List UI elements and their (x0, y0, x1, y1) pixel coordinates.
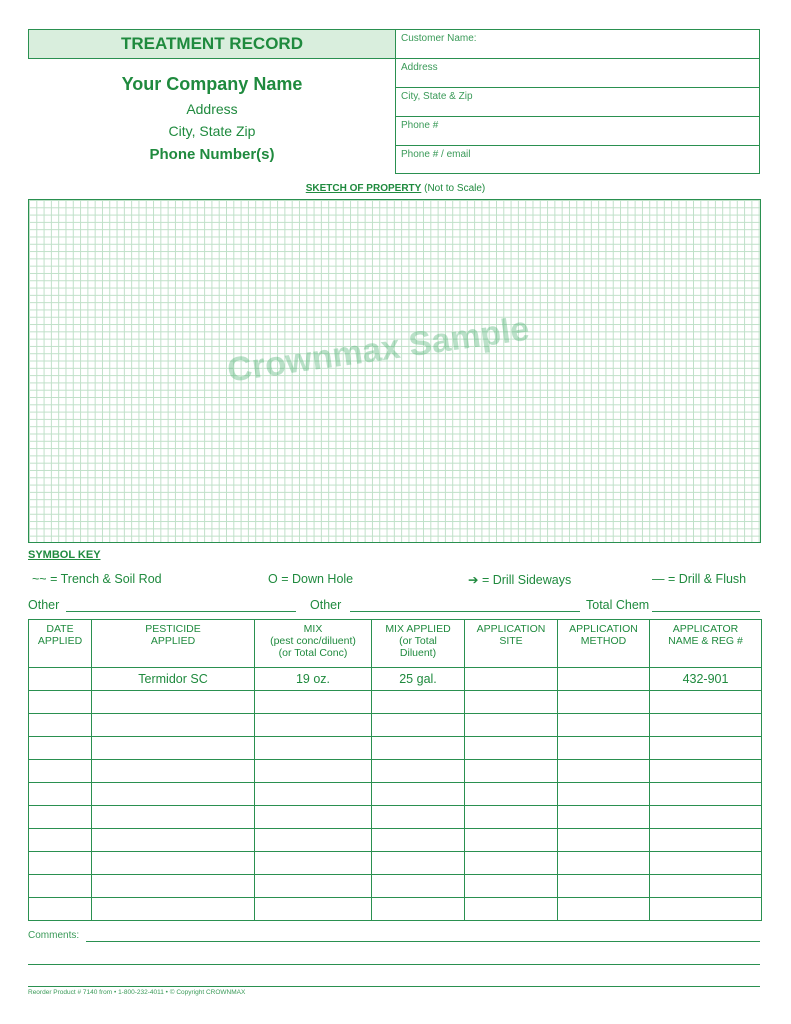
table-cell[interactable] (255, 806, 372, 829)
table-cell[interactable]: 432-901 (650, 668, 762, 691)
table-cell[interactable] (558, 691, 650, 714)
table-row (29, 737, 762, 760)
other-field-2[interactable] (350, 611, 580, 612)
arrow-right-icon: ➔ (468, 573, 479, 587)
table-cell[interactable] (465, 829, 558, 852)
comments-label: Comments: (28, 930, 80, 941)
table-cell[interactable] (465, 760, 558, 783)
table-cell[interactable] (558, 806, 650, 829)
table-cell[interactable] (29, 783, 92, 806)
key-trench: ~~ = Trench & Soil Rod (32, 572, 162, 586)
table-cell[interactable] (465, 714, 558, 737)
comments-line-3[interactable] (28, 986, 760, 987)
table-cell[interactable] (465, 783, 558, 806)
table-cell[interactable] (372, 875, 465, 898)
table-cell[interactable] (372, 760, 465, 783)
customer-info-box (395, 29, 760, 174)
table-cell[interactable] (29, 806, 92, 829)
column-header: APPLICATION SITE (465, 620, 558, 668)
table-cell[interactable] (650, 898, 762, 921)
column-header: DATE APPLIED (29, 620, 92, 668)
table-cell[interactable] (558, 898, 650, 921)
table-cell[interactable] (29, 691, 92, 714)
table-cell[interactable] (650, 806, 762, 829)
table-row (29, 760, 762, 783)
table-cell[interactable] (465, 852, 558, 875)
column-header: PESTICIDE APPLIED (92, 620, 255, 668)
treatment-table (28, 619, 762, 921)
table-cell[interactable] (92, 691, 255, 714)
table-cell[interactable] (558, 829, 650, 852)
table-cell[interactable] (558, 737, 650, 760)
table-cell[interactable] (558, 783, 650, 806)
column-header: APPLICATOR NAME & REG # (650, 620, 762, 668)
table-cell[interactable] (29, 760, 92, 783)
table-row (29, 898, 762, 921)
company-phone: Phone Number(s) (149, 146, 275, 163)
key-down-hole: O = Down Hole (268, 572, 354, 586)
table-cell[interactable] (650, 737, 762, 760)
other-field-1[interactable] (66, 611, 296, 612)
table-cell[interactable] (29, 714, 92, 737)
other-label-1: Other (28, 598, 60, 612)
company-name: Your Company Name (121, 74, 303, 94)
comments-line-2[interactable] (28, 964, 760, 965)
table-cell[interactable] (92, 875, 255, 898)
sketch-grid[interactable] (28, 199, 761, 543)
table-cell[interactable] (372, 852, 465, 875)
table-row (29, 829, 762, 852)
table-cell[interactable] (372, 829, 465, 852)
total-chem-label: Total Chem (586, 598, 650, 612)
table-cell[interactable] (465, 898, 558, 921)
table-cell[interactable] (29, 668, 92, 691)
watermark: Crownmax Sample (225, 309, 532, 390)
table-cell[interactable] (29, 829, 92, 852)
table-cell[interactable] (558, 875, 650, 898)
table-cell[interactable] (29, 737, 92, 760)
table-cell[interactable] (92, 760, 255, 783)
table-cell[interactable] (465, 806, 558, 829)
table-cell[interactable] (92, 806, 255, 829)
comments-line-1[interactable] (86, 941, 760, 942)
table-cell[interactable] (92, 737, 255, 760)
table-cell[interactable] (92, 783, 255, 806)
table-cell[interactable] (92, 714, 255, 737)
table-cell[interactable] (465, 737, 558, 760)
customer-phone-field[interactable]: Phone # (396, 117, 759, 146)
company-city: City, State Zip (168, 123, 256, 139)
table-cell[interactable] (558, 760, 650, 783)
total-chem-field[interactable] (652, 611, 760, 612)
table-row (29, 875, 762, 898)
column-header: MIX APPLIED (or Total Diluent) (372, 620, 465, 668)
table-cell[interactable] (558, 852, 650, 875)
table-body (29, 668, 762, 921)
table-cell[interactable] (92, 852, 255, 875)
key-drill-flush: — = Drill & Flush (652, 572, 747, 586)
table-cell[interactable] (255, 760, 372, 783)
table-row (29, 714, 762, 737)
key-drill-sideways: ➔ = Drill Sideways (468, 573, 572, 587)
trench-icon: ~~ (32, 572, 47, 586)
table-cell[interactable] (29, 875, 92, 898)
table-cell[interactable] (255, 852, 372, 875)
table-row (29, 852, 762, 875)
table-cell[interactable] (372, 898, 465, 921)
form-title: TREATMENT RECORD (28, 29, 396, 59)
table-cell[interactable] (255, 783, 372, 806)
column-header: APPLICATION METHOD (558, 620, 650, 668)
customer-address-field[interactable]: Address (396, 59, 759, 88)
table-cell[interactable] (372, 691, 465, 714)
table-cell[interactable] (372, 806, 465, 829)
dash-icon: — (652, 572, 665, 586)
column-header: MIX (pest conc/diluent) (or Total Conc) (255, 620, 372, 668)
table-cell[interactable] (255, 898, 372, 921)
table-cell[interactable] (465, 875, 558, 898)
table-cell[interactable] (558, 668, 650, 691)
table-row (29, 668, 762, 691)
table-cell[interactable] (372, 714, 465, 737)
table-cell[interactable] (650, 829, 762, 852)
table-cell[interactable] (650, 783, 762, 806)
table-cell[interactable] (255, 829, 372, 852)
table-cell[interactable] (650, 875, 762, 898)
table-cell[interactable]: 25 gal. (372, 668, 465, 691)
sketch-title: SKETCH OF PROPERTY (Not to Scale) (305, 183, 486, 194)
symbol-key-title: SYMBOL KEY (28, 549, 101, 561)
footer-text: Reorder Product # 7140 from • 1-800-232-4011 • © Copyright CROWNMAX (28, 989, 246, 996)
table-cell[interactable] (255, 875, 372, 898)
table-cell[interactable]: 19 oz. (255, 668, 372, 691)
table-cell[interactable] (372, 737, 465, 760)
table-cell[interactable] (255, 691, 372, 714)
table-cell[interactable] (29, 852, 92, 875)
circle-icon: O (268, 572, 278, 586)
table-cell[interactable] (558, 714, 650, 737)
table-row (29, 783, 762, 806)
table-row (29, 806, 762, 829)
table-cell[interactable] (650, 691, 762, 714)
table-cell[interactable] (465, 668, 558, 691)
customer-name-field[interactable]: Customer Name: (396, 30, 759, 59)
other-label-2: Other (310, 598, 342, 612)
table-cell[interactable] (465, 691, 558, 714)
table-cell[interactable] (92, 829, 255, 852)
table-cell[interactable] (255, 737, 372, 760)
table-cell[interactable] (29, 898, 92, 921)
table-cell[interactable] (650, 852, 762, 875)
table-header-row (29, 620, 762, 668)
customer-email-field[interactable]: Phone # / email (401, 149, 471, 160)
table-cell[interactable] (650, 760, 762, 783)
company-address: Address (186, 101, 238, 117)
customer-city-field[interactable]: City, State & Zip (396, 88, 759, 117)
table-cell[interactable] (372, 783, 465, 806)
table-cell[interactable] (650, 714, 762, 737)
table-cell[interactable]: Termidor SC (92, 668, 255, 691)
table-row (29, 691, 762, 714)
table-cell[interactable] (92, 898, 255, 921)
table-cell[interactable] (255, 714, 372, 737)
